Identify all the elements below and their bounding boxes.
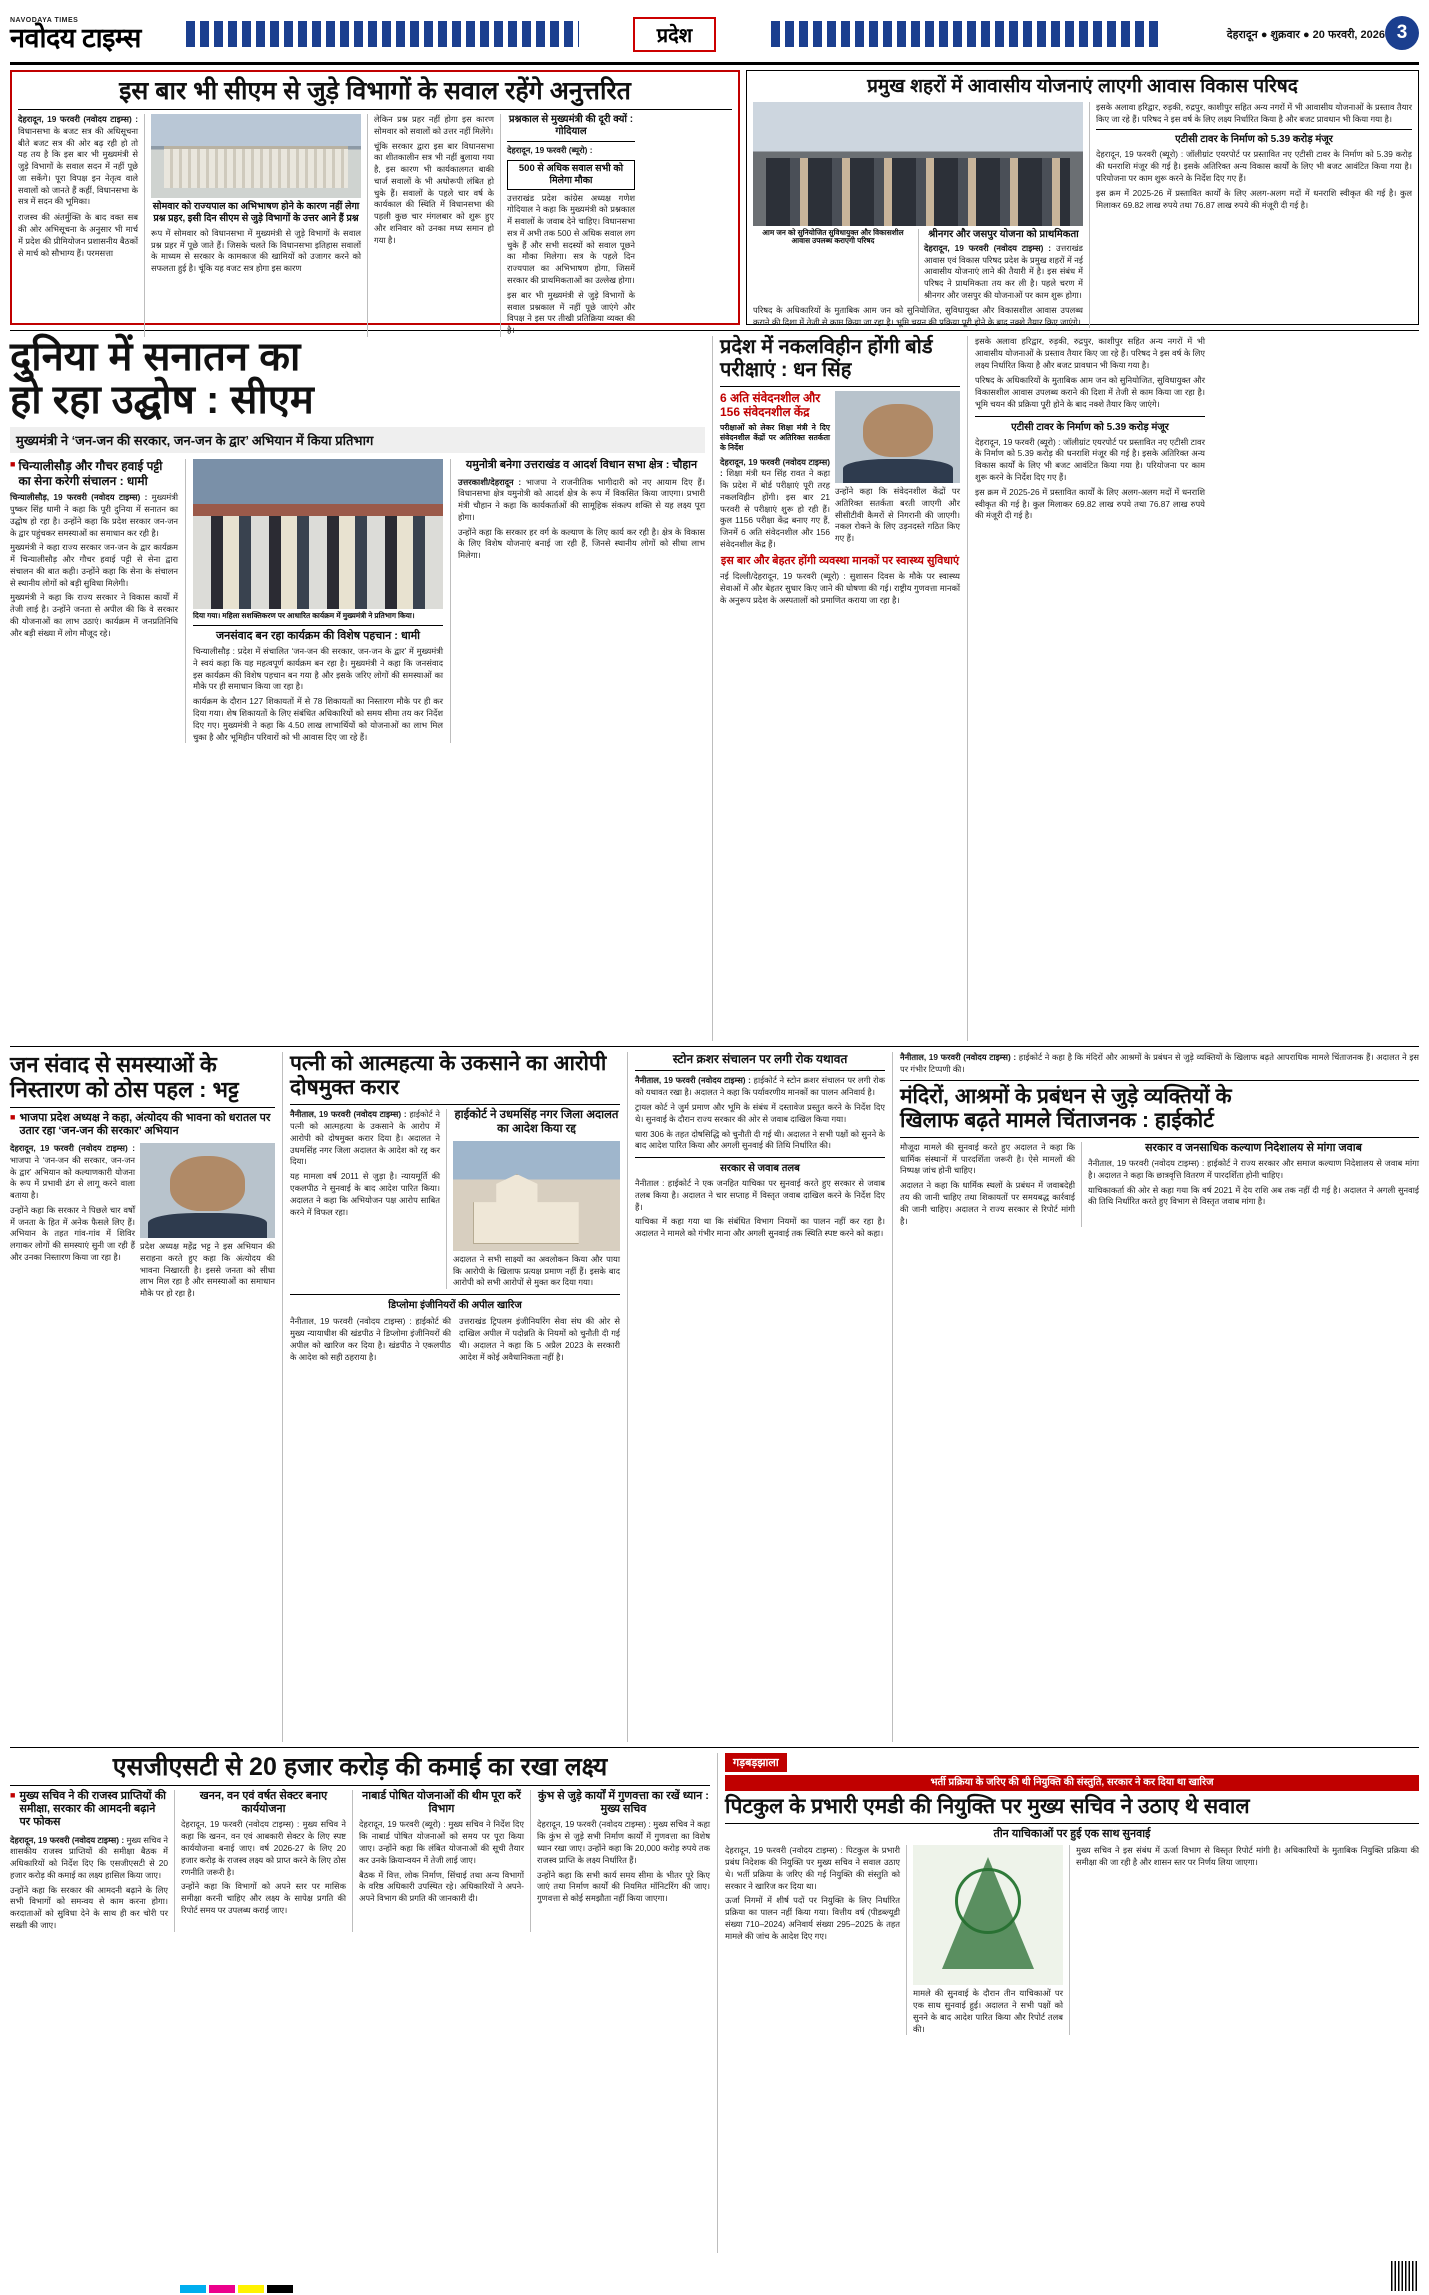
- cm-mid-body3: चिन्यालीसौड़ : प्रदेश में संचालित ‘जन-जन की सरकार, जन-जन के द्वार’ में मुख्यमंत्री ने स्वयं कहा कि यह महत्वपूर्ण कार्यक्रम बन रहा है। मुख्यमंत्री ने कहा कि जनसंवाद इस कार्यक्रम की विशेष पहचान बन गया है और इसके जरिए लोगों की समस्याओं का मौके पर ही समाधान किया जा रहा है।: [193, 646, 443, 692]
- housing-continuation: [975, 336, 1205, 1041]
- sgst-kicker: मुख्य सचिव ने की राजस्व प्राप्तियों की समीक्षा, सरकार की आमदनी बढ़ाने पर फोकस: [19, 1790, 167, 1829]
- housing-cont-body1: इसके अलावा हरिद्वार, रुड़की, रुद्रपुर, काशीपुर सहित अन्य नगरों में भी आवासीय योजनाओं के प्रस्ताव तैयार किए जा रहे हैं। परिषद ने इस वर्ष के लिए लक्ष्य निर्धारित किया है और बजट प्रावधान भी किया गया है।: [975, 336, 1205, 370]
- board-exam-article: [720, 336, 960, 1041]
- top-left-col3b: चूंकि सरकार द्वारा इस बार विधानसभा का शीतकालीन सत्र भी नहीं बुलाया गया है, इस कारण भी कार्यकालगत बाकी चार्ज सवालों के भी अधोरूपी लंबित हो चुके हैं। सवालों के पहले चार वर्ष के कार्यकाल की स्थिति में विधानसभा की पहली कुछ चार मंगलबार को शुरू हुए और शनिवार को उनका मध्य समान हो गया है।: [374, 140, 494, 245]
- pitkul-body4: मुख्य सचिव ने इस संबंध में ऊर्जा विभाग से विस्तृत रिपोर्ट मांगी है। अधिकारियों के मुताबिक नियुक्ति प्रक्रिया की समीक्षा की जा रही है और शासन स्तर पर निर्णय लिया जाएगा।: [1076, 1845, 1419, 1868]
- top-left-col2-kicker: सोमवार को राज्यपाल का अभिभाषण होने के कारण नहीं लेगा प्रश्न प्रहर, इसी दिन सीएम से जुड़े विभागों के उत्तर आने हैं प्रश्न: [152, 201, 360, 224]
- cm-left-body2: मुख्यमंत्री ने कहा राज्य सरकार जन-जन के द्वार कार्यक्रम में चिन्यालीसौड़ और गौचर हवाई पट्टी से सेना द्वारा संचालन की बात कही। उन्होंने कहा कि सेना के संचालन से स्थानीय लोगों को बड़ी सुविधा मिलेगी।: [10, 542, 178, 588]
- band-divider-3: [10, 1747, 1419, 1748]
- top-left-article: [10, 70, 740, 336]
- board-exam-body2: उन्होंने कहा कि संवेदनशील केंद्रों पर अतिरिक्त सतर्कता बरती जाएगी और सीसीटीवी कैमरों से निगरानी की जाएगी। नकल रोकने के लिए उड़नदस्ते गठित किए गए हैं।: [835, 486, 960, 544]
- atc-tower-body2: इस क्रम में 2025-26 में प्रस्तावित कार्यों के लिए अलग-अलग मदों में धनराशि स्वीकृत की गई है। कुल मिलाकर 69.82 लाख रुपये तथा 76.87 लाख रुपये की मंजूरी दी गई है।: [975, 486, 1205, 521]
- sgst-article: [10, 1753, 710, 2253]
- top-right-photo-caption: आम जन को सुनियोजित सुविधायुक्त और विकासशील आवास उपलब्ध कराएगी परिषद: [762, 227, 904, 246]
- diploma-body2: उत्तराखंड ट्रिपलम इंजीनियरिंग सेवा संघ की ओर से दाखिल अपील में पदोन्नति के नियमों को चुनौती दी गई थी। अदालत ने कहा कि 5 अप्रैल 2023 के सरकारी आदेश में कोई अवैधानिकता नहीं है।: [459, 1316, 620, 1362]
- top-right-dateline: देहरादून, 19 फरवरी (नवोदय टाइम्स) :: [924, 242, 1052, 253]
- acquittal-body1: हाईकोर्ट ने पत्नी को आत्महत्या के उकसाने के आरोप में आरोपी को दोषमुक्त करार दिया है। अदालत ने उधमसिंह नगर जिला अदालत के आदेश को रद्द कर दिया।: [290, 1109, 440, 1167]
- top-left-mid-body: उत्तराखंड प्रदेश कांग्रेस अध्यक्ष गणेश गोदियाल ने कहा कि मुख्यमंत्री को प्रश्नकाल में सवालों के जवाब देने चाहिए। विधानसभा सत्र में अभी तक 500 से अधिक सवाल लग चुके हैं और सभी सदस्यों को सवाल पूछने का मौका मिलेगा। सत्र के पहले दिन राज्यपाल का अभिभाषण होगा, जिसमें सरकार की प्राथमिकताओं का उल्लेख होगा।: [507, 192, 635, 285]
- bhatt-body3: उन्होंने कहा कि सरकार ने पिछले चार वर्षों में जनता के हित में अनेक फैसले लिए हैं। अभियान के तहत गांव-गांव में शिविर लगाकर लोगों की समस्याएं सुनी जा रही हैं और उनका निस्तारण किया जा रहा है।: [10, 1204, 135, 1262]
- middle-band: [10, 1052, 1419, 1742]
- pitkul-headline: पिटकुल के प्रभारी एमडी की नियुक्ति पर मुख्य सचिव ने उठाए थे सवाल: [725, 1795, 1250, 1818]
- govt-reply-body1: नैनीताल : हाईकोर्ट ने एक जनहित याचिका पर सुनवाई करते हुए सरकार से जवाब तलब किया है। अदालत ने चार सप्ताह में विस्तृत जवाब दाखिल करने के निर्देश दिए हैं।: [635, 1178, 885, 1212]
- acquittal-headline: पत्नी को आत्महत्या के उकसाने का आरोपी दोषमुक्त करार: [290, 1052, 607, 1100]
- kumbh-sub: कुंभ से जुड़े कार्यों में गुणवत्ता का रखें ध्यान : मुख्य सचिव: [538, 1790, 709, 1816]
- cm-left-kicker: चिन्यालीसौड़ और गौचर हवाई पट्टी का सेना करेगी संचालन : धामी: [18, 459, 163, 488]
- acquittal-body3: अदालत ने सभी साक्ष्यों का अवलोकन किया और पाया कि आरोपी के खिलाफ प्रत्यक्ष प्रमाण नहीं हैं। इसके बाद आरोपी को सभी आरोपों से मुक्त कर दिया गया।: [453, 1253, 620, 1288]
- top-left-mid-body2: इस बार भी मुख्यमंत्री से जुड़े विभागों के सवाल प्रश्नकाल में नहीं पूछे जाएंगे और विपक्ष ने इस पर तीखी प्रतिक्रिया व्यक्त की है।: [507, 289, 635, 336]
- pitkul-sub2: तीन याचिकाओं पर हुई एक साथ सुनवाई: [993, 1828, 1151, 1841]
- masthead-hindi-name: नवोदय टाइम्स: [10, 22, 141, 53]
- top-right-body1: उत्तराखंड आवास एवं विकास परिषद प्रदेश के प्रमुख शहरों में नई आवासीय योजनाएं लाने की तैयारी में है। इस संबंध में परिषद ने प्राथमिकता तय कर ली है। पहले चरण में श्रीनगर और जसपुर की योजनाओं पर काम शुरू होगा।: [924, 242, 1083, 300]
- bhatt-portrait-photo: [140, 1143, 275, 1238]
- temples-body2: मौजूदा मामले की सुनवाई करते हुए अदालत ने कहा कि धार्मिक संस्थानों में पारदर्शिता जरूरी है। ऐसे मामलों की निष्पक्ष जांच होनी चाहिए।: [900, 1141, 1075, 1176]
- cm-left-body3: मुख्यमंत्री ने कहा कि राज्य सरकार ने विकास कार्यों में तेजी लाई है। उन्होंने जनता से अपील की कि वे सरकार की योजनाओं का लाभ उठाएं। कार्यक्रम में जनप्रतिनिधि और बड़ी संख्या में लोग मौजूद रहे।: [10, 592, 178, 638]
- board-exam-body3: नई दिल्ली/देहरादून, 19 फरवरी (ब्यूरो) : सुशासन दिवस के मौके पर स्वास्थ्य सेवाओं में और बेहतर सुधार किए जाने की घोषणा की गई। राष्ट्रीय गुणवत्ता मानकों के अनुरूप प्रदेश के अस्पतालों को प्रमाणित कराया जा रहा है।: [720, 570, 960, 605]
- board-exam-body1: शिक्षा मंत्री धन सिंह रावत ने कहा कि प्रदेश में बोर्ड परीक्षाएं पूरी तरह नकलविहीन होंगी। इस बार 21 फरवरी से परीक्षाएं शुरू हो रही हैं। कुल 1156 परीक्षा केंद्र बनाए गए हैं, जिनमें 6 अति संवेदनशील और 156 संवेदनशील केंद्र हैं।: [720, 468, 830, 549]
- bhatt-dateline: देहरादून, 19 फरवरी (नवोदय टाइम्स) :: [10, 1142, 135, 1153]
- bullet-icon: ■: [10, 459, 16, 470]
- section-tag-label: प्रदेश: [633, 17, 717, 52]
- temples-body3: अदालत ने कहा कि धार्मिक स्थलों के प्रबंधन में जवाबदेही तय की जानी चाहिए तथा शिकायतों पर समयबद्ध कार्रवाई की जानी चाहिए। अदालत ने राज्य सरकार से रिपोर्ट मांगी है।: [900, 1180, 1075, 1226]
- top-left-col1-text: विधानसभा के बजट सत्र की अधिसूचना बीते बजट सत्र की ओर बढ़ रही हो तो यह तय है कि इस बार भी मुख्यमंत्री से जुड़े विभागों के सवाल सदन में नहीं पूछे जा सकेंगे। पूरा विपक्ष इन नेतृत्व वाले सवालों को जानते हैं कहीं, विधानसभा के सत्र में सदन की भूमिका।: [18, 125, 138, 207]
- welfare-body2: याचिकाकर्ता की ओर से कहा गया कि वर्ष 2021 में देय राशि अब तक नहीं दी गई है। अदालत ने अगली सुनवाई की तिथि निर्धारित करते हुए विभाग से विस्तृत जवाब मांगा है।: [1088, 1184, 1419, 1207]
- board-exam-sub: 6 अति संवेदनशील और 156 संवेदनशील केंद्र: [720, 391, 821, 420]
- top-right-subhead: श्रीनगर और जसपुर योजना को प्राथमिकता: [928, 228, 1079, 240]
- govt-reply-subhead: सरकार से जवाब तलब: [720, 1163, 800, 1175]
- temples-dateline: नैनीताल, 19 फरवरी (नवोदय टाइम्स) :: [900, 1052, 1017, 1062]
- kumbh-body1: देहरादून, 19 फरवरी (नवोदय टाइम्स) : मुख्य सचिव ने कहा कि कुंभ से जुड़े सभी निर्माण कार्यों में गुणवत्ता का विशेष ध्यान रखा जाए। उन्होंने कहा कि 20,000 करोड़ रुपये तक राजस्व प्राप्ति के लक्ष्य निर्धारित हैं।: [537, 1819, 710, 1865]
- welfare-body1: नैनीताल, 19 फरवरी (नवोदय टाइम्स) : हाईकोर्ट ने राज्य सरकार और समाज कल्याण निदेशालय से जवाब मांगा है। अदालत ने कहा कि छात्रवृत्ति वितरण में पारदर्शिता होनी चाहिए।: [1088, 1158, 1419, 1180]
- masthead-rule: [10, 62, 1419, 65]
- sgst-dateline: देहरादून, 19 फरवरी (नवोदय टाइम्स) :: [10, 1834, 125, 1845]
- atc-tower-body1: देहरादून, 19 फरवरी (ब्यूरो) : जॉलीग्रांट एयरपोर्ट पर प्रस्तावित नए एटीसी टावर के निर्माण को 5.39 करोड़ की धनराशि मंजूर की गई है। इसके अतिरिक्त अन्य विकास कार्यों के लिए भी बजट आवंटित किया गया है। परियोजना पर काम शुरू करने के निर्देश दिए गए हैं।: [975, 436, 1205, 483]
- cm-left-dateline: चिन्यालीसौड़, 19 फरवरी (नवोदय टाइम्स) :: [10, 492, 148, 503]
- top-right-sub2: एटीसी टावर के निर्माण को 5.39 करोड़ मंजूर: [1175, 134, 1333, 146]
- stone-crusher-dateline: नैनीताल, 19 फरवरी (नवोदय टाइम्स) :: [635, 1075, 751, 1086]
- top-left-mid-headline: प्रश्नकाल से मुख्यमंत्री की दूरी क्यों : गोदियाल: [507, 114, 635, 142]
- top-right-body2: परिषद के अधिकारियों के मुताबिक आम जन को सुनियोजित, सुविधायुक्त और विकासशील आवास उपलब्ध कराने की दिशा में तेजी से काम किया जा रहा है। भूमि चयन की प्रक्रिया पूरी होने के बाद नक्शे तैयार किए जाएंगे।: [753, 304, 1083, 327]
- barcode: [1391, 2261, 1417, 2291]
- cm-deck: मुख्यमंत्री ने ‘जन-जन की सरकार, जन-जन के द्वार’ अभियान में किया प्रतिभाग: [10, 427, 705, 453]
- top-left-mid-sub: 500 से अधिक सवाल सभी को मिलेगा मौका: [507, 160, 635, 190]
- cm-mid-body2: उन्होंने कहा कि सरकार हर वर्ग के कल्याण के लिए कार्य कर रही है। क्षेत्र के विकास के लिए विशेष योजनाएं बनाई जा रही हैं, जिनसे स्थानीय लोगों को सीधा लाभ मिलेगा।: [458, 526, 705, 561]
- masthead-decor-bars-left: [186, 21, 579, 47]
- cm-mid-dateline: उत्तरकाशी/देहरादून :: [458, 476, 522, 487]
- cmyk-registration-marks: [180, 2285, 293, 2293]
- transmission-tower-photo: [913, 1845, 1063, 1985]
- atc-tower-subhead: एटीसी टावर के निर्माण को 5.39 करोड़ मंजूर: [1011, 421, 1169, 433]
- sgst-body1: मुख्य सचिव ने शासकीय राजस्व प्राप्तियों की समीक्षा बैठक में अधिकारियों को निर्देश दिए कि एसजीएसटी से 20 हजार करोड़ की कमाई का लक्ष्य हासिल किया जाए।: [10, 1834, 168, 1880]
- pitkul-article: [725, 1753, 1419, 2253]
- bhatt-body2: प्रदेश अध्यक्ष महेंद्र भट्ट ने इस अभियान की सराहना करते हुए कहा कि अंत्योदय की भावना निखारती है। इससे जनता को सीधा लाभ मिल रहा है और समस्याओं का समाधान मौके पर हो रहा है।: [140, 1240, 275, 1299]
- scandal-badge: गड़बड़झाला: [725, 1753, 787, 1772]
- cm-headline-line1: दुनिया में सनातन का: [10, 335, 301, 379]
- cm-headline-line2: हो रहा उद्घोष : सीएम: [10, 378, 314, 423]
- cm-mid-kicker: यमुनोत्री बनेगा उत्तराखंड व आदर्श विधान सभा क्षेत्र : चौहान: [465, 459, 698, 472]
- masthead: [10, 8, 1419, 60]
- bullet-icon: ■: [10, 1111, 16, 1122]
- diploma-subhead: डिप्लोमा इंजीनियरों की अपील खारिज: [388, 1300, 522, 1312]
- mining-sub: खनन, वन एवं वर्षत सेक्टर बनाए कार्ययोजना: [199, 1790, 328, 1816]
- bhatt-kicker: भाजपा प्रदेश अध्यक्ष ने कहा, अंत्योदय की भावना को धरातल पर उतार रहा ‘जन-जन की सरकार’ अभियान: [19, 1111, 271, 1137]
- kumbh-body2: उन्होंने कहा कि सभी कार्य समय सीमा के भीतर पूरे किए जाएं तथा निर्माण कार्यों की नियमित मॉनिटरिंग की जाए। गुणवत्ता से कोई समझौता नहीं किया जाएगा।: [537, 1869, 710, 1904]
- top-left-headline: इस बार भी सीएम से जुड़े विभागों के सवाल रहेंगे अनुत्तरित: [18, 77, 732, 110]
- bottom-band: [10, 1753, 1419, 2253]
- pitkul-body3: मामले की सुनवाई के दौरान तीन याचिकाओं पर एक साथ सुनवाई हुई। अदालत ने सभी पक्षों को सुनने के बाद आदेश पारित किया और रिपोर्ट तलब की।: [913, 1988, 1063, 2034]
- pitkul-red-sub: भर्ती प्रक्रिया के जरिए की थी नियुक्ति की संस्तुति, सरकार ने कर दिया था खारिज: [725, 1775, 1419, 1791]
- officials-meeting-photo: [753, 102, 1083, 226]
- welfare-directorate-sub: सरकार व जनसाधिक कल्याण निदेशालय से मांगा जवाब: [1145, 1141, 1362, 1154]
- top-right-body4: देहरादून, 19 फरवरी (ब्यूरो) : जॉलीग्रांट एयरपोर्ट पर प्रस्तावित नए एटीसी टावर के निर्माण को 5.39 करोड़ की धनराशि मंजूर की गई है। इसके अतिरिक्त अन्य विकास कार्यों के लिए भी बजट आवंटित किया गया है। परियोजना पर काम शुरू करने के निर्देश दिए गए हैं।: [1096, 149, 1412, 183]
- acquittal-article: [290, 1052, 620, 1742]
- sgst-headline: एसजीएसटी से 20 हजार करोड़ की कमाई का रखा लक्ष्य: [112, 1753, 608, 1781]
- top-left-col1: [18, 114, 138, 208]
- bullet-icon: ■: [10, 1790, 16, 1800]
- top-left-col1b: राजस्व की अंतर्मुक्ति के बाद वक्त सब की ओर अभिसूचना के अनुसार भी मार्च में प्रदेश की प्रीमियोजन प्रशासनीय बैठकों से मार्च को सौभाग्य हैं। परमसत्ता: [18, 212, 138, 258]
- board-exam-sub3: इस बार और बेहतर होंगी व्यवस्था मानकों पर स्वास्थ्य सुविधाएं: [720, 554, 960, 567]
- top-right-headline: प्रमुख शहरों में आवासीय योजनाएं लाएगी आवास विकास परिषद: [867, 76, 1298, 97]
- mining-body2: उन्होंने कहा कि विभागों को अपने स्तर पर मासिक समीक्षा करनी चाहिए और लक्ष्य के सापेक्ष प्रगति की रिपोर्ट समय पर उपलब्ध कराई जाए।: [181, 1881, 346, 1915]
- page-number-badge: 3: [1385, 16, 1419, 50]
- top-left-col3: लेकिन प्रश्न प्रहर नहीं होगा इस कारण सोमवार को सवालों को उत्तर नहीं मिलेंगे।: [374, 114, 494, 136]
- stone-crusher-body3: धारा 306 के तहत दोषसिद्धि को चुनौती दी गई थी। अदालत ने सभी पक्षों को सुनने के बाद आदेश पारित किया और अगली सुनवाई की तिथि निर्धारित की।: [635, 1128, 885, 1151]
- nabard-body2: बैठक में वित्त, लोक निर्माण, सिंचाई तथा अन्य विभागों के वरिष्ठ अधिकारी उपस्थित रहे। अधिकारियों ने अपने-अपने विभाग की प्रगति की जानकारी दी।: [359, 1869, 524, 1904]
- pitkul-body1: देहरादून, 19 फरवरी (नवोदय टाइम्स) : पिटकुल के प्रभारी प्रबंध निदेशक की नियुक्ति पर मुख्य सचिव ने सवाल उठाए थे। भर्ती प्रक्रिया के जरिए की गई नियुक्ति की संस्तुति को सरकार ने खारिज कर दिया था।: [725, 1845, 900, 1891]
- board-exam-sub2: परीक्षाओं को लेकर शिक्षा मंत्री ने दिए संवेदनशील केंद्रों पर अतिरिक्त सतर्कता के निर्देश: [720, 422, 830, 453]
- band-divider-2: [10, 1046, 1419, 1047]
- nabard-sub: नाबार्ड पोषित योजनाओं की थीम पूरा करें विभाग: [362, 1790, 521, 1816]
- stone-crusher-sub: स्टोन क्रशर संचालन पर लगी रोक यथावत: [672, 1052, 848, 1066]
- nabard-body1: देहरादून, 19 फरवरी (ब्यूरो) : मुख्य सचिव ने निर्देश दिए कि नाबार्ड पोषित योजनाओं को समय पर पूरा किया जाए। उन्होंने कहा कि लंबित योजनाओं की सूची तैयार कर उनके क्रियान्वयन में तेजी लाई जाए।: [359, 1819, 524, 1865]
- top-left-col2-text: रूप में सोमवार को विधानसभा में मुख्यमंत्री से जुड़े विभागों के सवाल प्रश्न प्रहर में पूछे जाते हैं। जिसके चलते कि विधानसभा इतिहास सवालों के माध्यम से सरकार के कामकाज की खामियों को उजागर करने को सफलता हुई है। चूंकि यह वजट सत्र होगा इस कारण: [151, 227, 361, 274]
- top-left-mid-dateline: देहरादून, 19 फरवरी (ब्यूरो) :: [507, 145, 593, 155]
- board-exam-headline: प्रदेश में नकलविहीन होंगी बोर्ड परीक्षाएं : धन सिंह: [720, 336, 933, 381]
- assembly-building-photo: [151, 114, 361, 198]
- cm-mid-body4: कार्यक्रम के दौरान 127 शिकायतों में से 78 शिकायतों का निस्तारण मौके पर ही कर दिया गया। शेष शिकायतों के लिए संबंधित अधिकारियों को समय सीमा तय कर निर्देश दिए गए। मुख्यमंत्री ने कहा कि 4.50 लाख लाभार्थियों को योजनाओं का लाभ मिल चुका है और भूमिहीन परिवारों को भी आवास दिए जा रहे हैं।: [193, 696, 443, 742]
- high-court-building-photo: [453, 1141, 620, 1251]
- top-left-dateline: देहरादून, 19 फरवरी (नवोदय टाइम्स) :: [18, 114, 138, 124]
- masthead-logo[interactable]: [10, 17, 180, 52]
- pitkul-body2: ऊर्जा निगमों में शीर्ष पदों पर नियुक्ति के लिए निर्धारित प्रक्रिया का पालन नहीं किया गया। वित्तीय वर्ष (पीडब्ल्यूडी संख्या 710–2024) अनिवार्य संख्या 295–2025 के तहत मामले की जांच के आदेश दिए गए।: [725, 1895, 900, 1941]
- edition-line: देहरादून ● शुक्रवार ● 20 फरवरी, 2026: [1226, 28, 1385, 41]
- cm-story: [10, 336, 1419, 1041]
- temples-body1: हाईकोर्ट ने कहा है कि मंदिरों और आश्रमों के प्रबंधन से जुड़े व्यक्तियों के खिलाफ बढ़ते आपराधिक मामले चिंताजनक हैं। अदालत ने इस पर गंभीर टिप्पणी की।: [900, 1052, 1419, 1074]
- masthead-english-name: NAVODAYA TIMES: [10, 16, 79, 24]
- bhatt-body1: भाजपा ने ‘जन-जन की सरकार, जन-जन के द्वार’ अभियान को कल्याणकारी योजना के रूप में प्रभावी ढंग से लागू करने वाला बताया है।: [10, 1154, 135, 1201]
- sgst-body2: उन्होंने कहा कि सरकार की आमदनी बढ़ाने के लिए सभी विभागों को समन्वय से काम करना होगा। करदाताओं को सुविधा देने के साथ ही कर चोरी पर सख्ती की जाए।: [10, 1884, 168, 1931]
- cm-event-photo: [193, 459, 443, 609]
- temples-article: [900, 1052, 1419, 1742]
- bhatt-article: [10, 1052, 275, 1742]
- bhatt-headline: जन संवाद से समस्याओं के निस्तारण को ठोस पहल : भट्ट: [10, 1052, 239, 1103]
- housing-cont-body2: परिषद के अधिकारियों के मुताबिक आम जन को सुनियोजित, सुविधायुक्त और विकासशील आवास उपलब्ध कराने की दिशा में तेजी से काम किया जा रहा है। भूमि चयन की प्रक्रिया पूरी होने के बाद नक्शे तैयार किए जाएंगे।: [975, 375, 1205, 409]
- top-right-body3: इसके अलावा हरिद्वार, रुड़की, रुद्रपुर, काशीपुर सहित अन्य नगरों में भी आवासीय योजनाओं के प्रस्ताव तैयार किए जा रहे हैं। परिषद ने इस वर्ष के लिए लक्ष्य निर्धारित किया है और बजट प्रावधान भी किया गया है।: [1096, 101, 1412, 124]
- top-band: [10, 70, 1419, 336]
- stone-crusher-body2: ट्रायल कोर्ट ने जुर्म प्रमाण और भूमि के संबंध में दस्तावेज प्रस्तुत करने के निर्देश दिए थे। सुनवाई के दौरान राज्य सरकार की ओर से जवाब दाखिल किया गया।: [635, 1101, 885, 1124]
- cm-mid-body1: भाजपा ने राजनीतिक भागीदारी को नए आयाम दिए हैं। विधानसभा क्षेत्र यमुनोत्री को आदर्श क्षेत्र के रूप में विकसित किया जाएगा। प्रभारी मंत्री चौहान ने कहा कि कार्यकर्ताओं की सामूहिक संकल्प शक्ति से यह लक्ष्य पूरा होगा।: [458, 476, 705, 522]
- acquittal-sub: हाईकोर्ट ने उधमसिंह नगर जिला अदालत का आदेश किया रद्द: [454, 1109, 619, 1136]
- stone-crusher-body1: हाईकोर्ट ने स्टोन क्रशर संचालन पर लगी रोक को यथावत रखा है। अदालत ने कहा कि पर्यावरणीय मानकों का पालन अनिवार्य है।: [635, 1075, 885, 1098]
- minister-portrait-photo: [835, 391, 960, 483]
- mining-body1: देहरादून, 19 फरवरी (नवोदय टाइम्स) : मुख्य सचिव ने कहा कि खनन, वन एवं आबकारी सेक्टर के लिए स्पष्ट कार्ययोजना बनाई जाए। वर्ष 2026-27 के लिए 20 हजार करोड़ के राजस्व लक्ष्य को प्राप्त करने के लिए ठोस रणनीति जरूरी है।: [181, 1819, 346, 1877]
- masthead-decor-bars-right: [771, 21, 1164, 47]
- masthead-section-tag: [585, 17, 765, 52]
- board-exam-dateline: देहरादून, 19 फरवरी (नवोदय टाइम्स) :: [720, 456, 830, 479]
- govt-reply-body2: याचिका में कहा गया था कि संबंधित विभाग नियमों का पालन नहीं कर रहा है। अदालत ने मामले को गंभीर माना और अगली सुनवाई तक स्थिति स्पष्ट करने को कहा।: [635, 1216, 885, 1239]
- diploma-body1: नैनीताल, 19 फरवरी (नवोदय टाइम्स) : हाईकोर्ट की मुख्य न्यायाधीश की खंडपीठ ने डिप्लोमा इंजीनियरों की अपील को खारिज कर दिया है। खंडपीठ ने एकलपीठ के आदेश को सही ठहराया है।: [290, 1316, 451, 1362]
- acquittal-dateline: नैनीताल, 19 फरवरी (नवोदय टाइम्स) :: [290, 1109, 407, 1120]
- top-right-article: [746, 70, 1419, 325]
- temples-headline-l1: मंदिरों, आश्रमों के प्रबंधन से जुड़े व्यक्तियों के: [900, 1084, 1232, 1108]
- acquittal-body2: यह मामला वर्ष 2011 से जुड़ा है। न्यायमूर्ति की एकलपीठ ने सुनवाई के बाद आदेश पारित किया। अदालत ने कहा कि अभियोजन पक्ष आरोप साबित करने में विफल रहा।: [290, 1171, 440, 1217]
- cm-photo-caption: दिया गया। महिला सशक्तिकरण पर आधारित कार्यक्रम में मुख्यमंत्री ने प्रतिभाग किया।: [193, 611, 415, 621]
- temples-headline-l2: खिलाफ बढ़ते मामले चिंताजनक : हाईकोर्ट: [900, 1108, 1214, 1132]
- cm-mid-sub: जनसंवाद बन रहा कार्यक्रम की विशेष पहचान : धामी: [215, 629, 421, 642]
- stone-crusher-article: [635, 1052, 885, 1742]
- top-right-body5: इस क्रम में 2025-26 में प्रस्तावित कार्यों के लिए अलग-अलग मदों में धनराशि स्वीकृत की गई है। कुल मिलाकर 69.82 लाख रुपये तथा 76.87 लाख रुपये की मंजूरी दी गई है।: [1096, 187, 1412, 210]
- cm-left-body1: मुख्यमंत्री पुष्कर सिंह धामी ने कहा कि पूरी दुनिया में सनातन का उद्घोष हो रहा है। उन्होंने कहा कि प्रदेश सरकार जन-जन के द्वार पहुंचकर समस्याओं का समाधान कर रही है।: [10, 492, 178, 538]
